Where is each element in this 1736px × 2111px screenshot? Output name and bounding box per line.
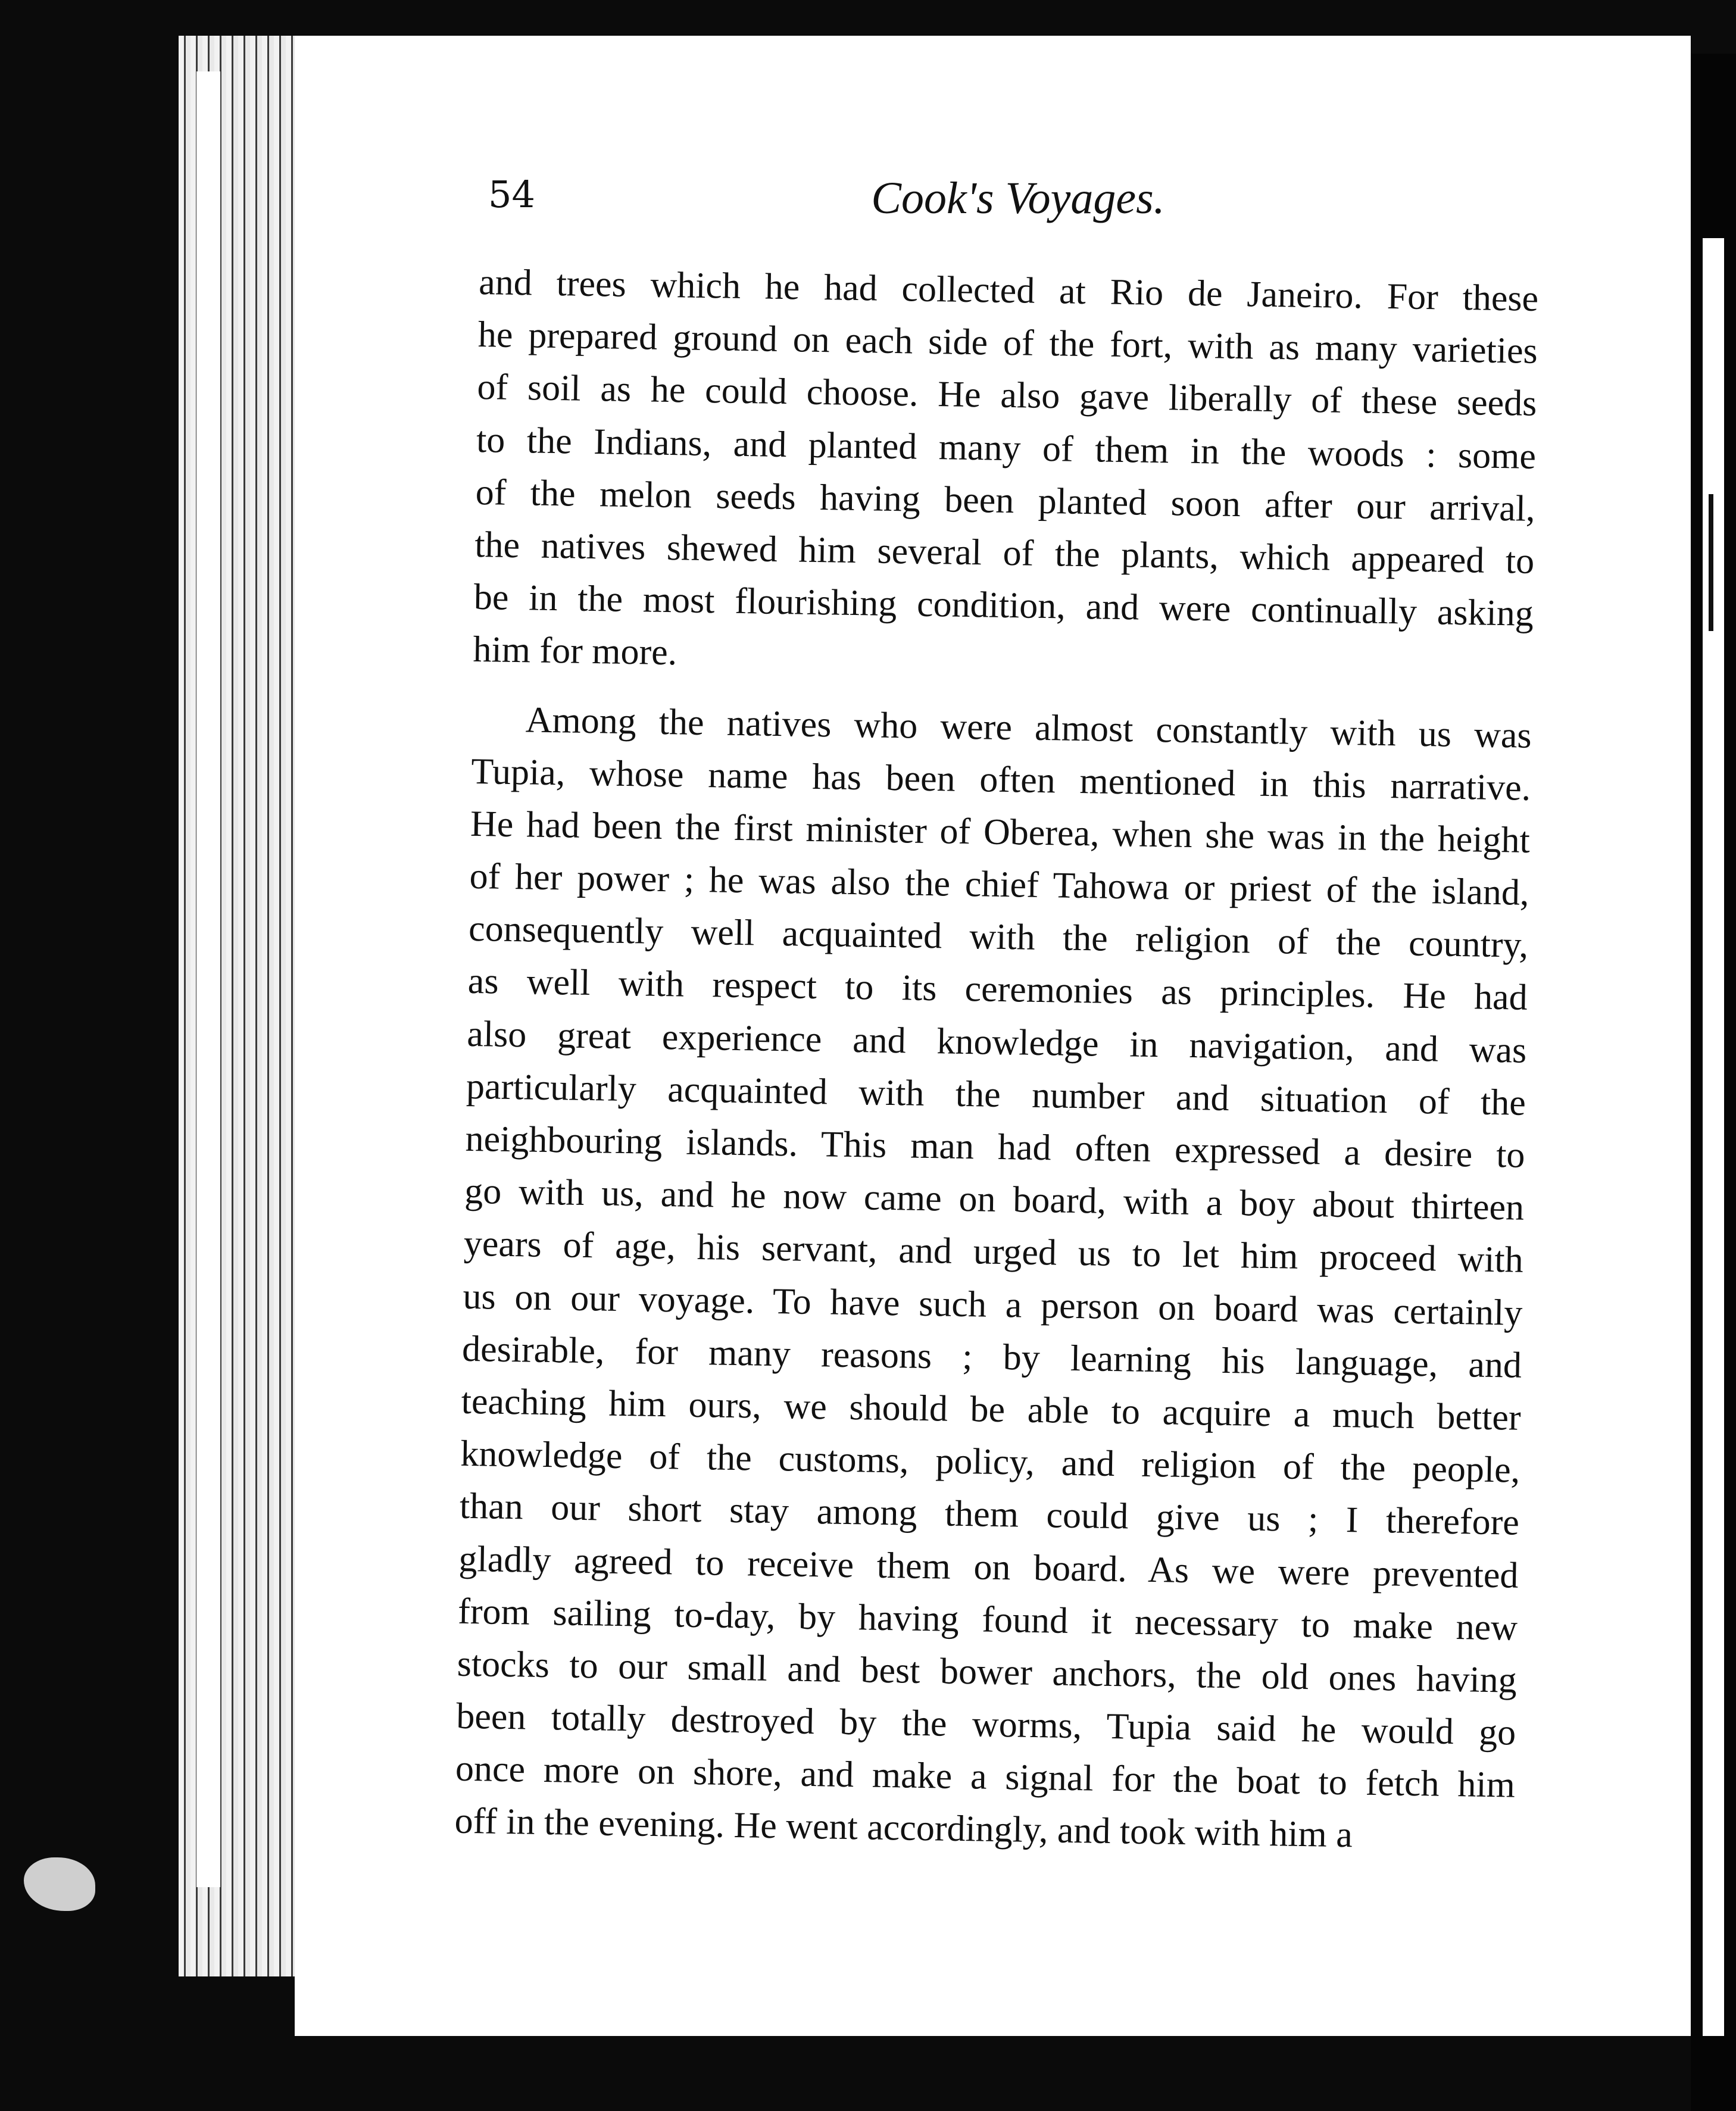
text-line: as well with respect to its ceremonies as principles. He had — [467, 961, 1528, 1019]
text-line: off in the evening. He went accordingly, and took with him a — [454, 1801, 1353, 1856]
text-line: from sailing to-day, by having found it necessary to make new — [457, 1591, 1518, 1648]
body-text — [454, 256, 1539, 1864]
paragraph — [454, 692, 1532, 1864]
text-line: been totally destroyed by the worms, Tupia said he would go — [455, 1695, 1516, 1753]
text-line: particularly acquainted with the number and situation of the — [466, 1066, 1526, 1123]
text-line: consequently well acquainted with the religion of the country, — [468, 908, 1529, 966]
text-line: He had been the first minister of Oberea, when she was in the height — [470, 803, 1531, 861]
text-line: of soil as he could choose. He also gave liberally of these seeds — [477, 367, 1537, 424]
text-line: him for more. — [473, 629, 677, 673]
text-line: gladly agreed to receive them on board. As we were prevented — [458, 1538, 1519, 1596]
text-line: of the melon seeds having been planted soon after our arrival, — [475, 471, 1536, 529]
text-line: knowledge of the customs, policy, and religion of the people, — [460, 1433, 1520, 1491]
text-line: Tupia, whose name has been often mentioned in this narrative. — [470, 751, 1531, 808]
text-line: and trees which he had collected at Rio de Janeiro. For these — [478, 261, 1539, 319]
text-line: stocks to our small and best bower anchors, the old ones having — [457, 1643, 1518, 1701]
text-line: the natives shewed him several of the plants, which appeared to — [474, 524, 1535, 582]
text-line: also great experience and knowledge in navigation, and was — [466, 1013, 1527, 1071]
text-line: to the Indians, and planted many of them in the woods : some — [476, 419, 1537, 477]
text-line: Among the natives who were almost constantly with us was — [525, 699, 1532, 756]
scan-blemish — [24, 1857, 95, 1911]
text-line: years of age, his servant, and urged us to let him proceed with — [463, 1223, 1524, 1281]
paragraph — [473, 256, 1539, 692]
text-line: he prepared ground on each side of the fort, with as many varieties — [477, 314, 1538, 372]
text-line: of her power ; he was also the chief Tahowa or priest of the island, — [469, 855, 1529, 913]
text-line: desirable, for many reasons ; by learning his language, and — [461, 1328, 1522, 1386]
text-line: us on our voyage. To have such a person on board was certainly — [463, 1276, 1523, 1334]
text-line: neighbouring islands. This man had often expressed a desire to — [465, 1118, 1526, 1176]
running-title: Cook's Voyages. — [871, 173, 1165, 223]
text-line: once more on shore, and make a signal for the boat to fetch him — [455, 1748, 1516, 1806]
facing-page-mark — [1709, 494, 1713, 631]
text-line: teaching him ours, we should be able to acquire a much better — [461, 1381, 1522, 1438]
page-edge-stack — [196, 71, 220, 1887]
page-number: 54 — [488, 173, 535, 216]
text-line: be in the most flourishing condition, and were continually asking — [473, 577, 1534, 635]
text-line: go with us, and he now came on board, with a boy about thirteen — [464, 1170, 1525, 1228]
text-line: than our short stay among them could give us ; I therefore — [459, 1486, 1520, 1544]
page-header — [488, 173, 1548, 238]
facing-page-edge — [1703, 238, 1724, 2036]
